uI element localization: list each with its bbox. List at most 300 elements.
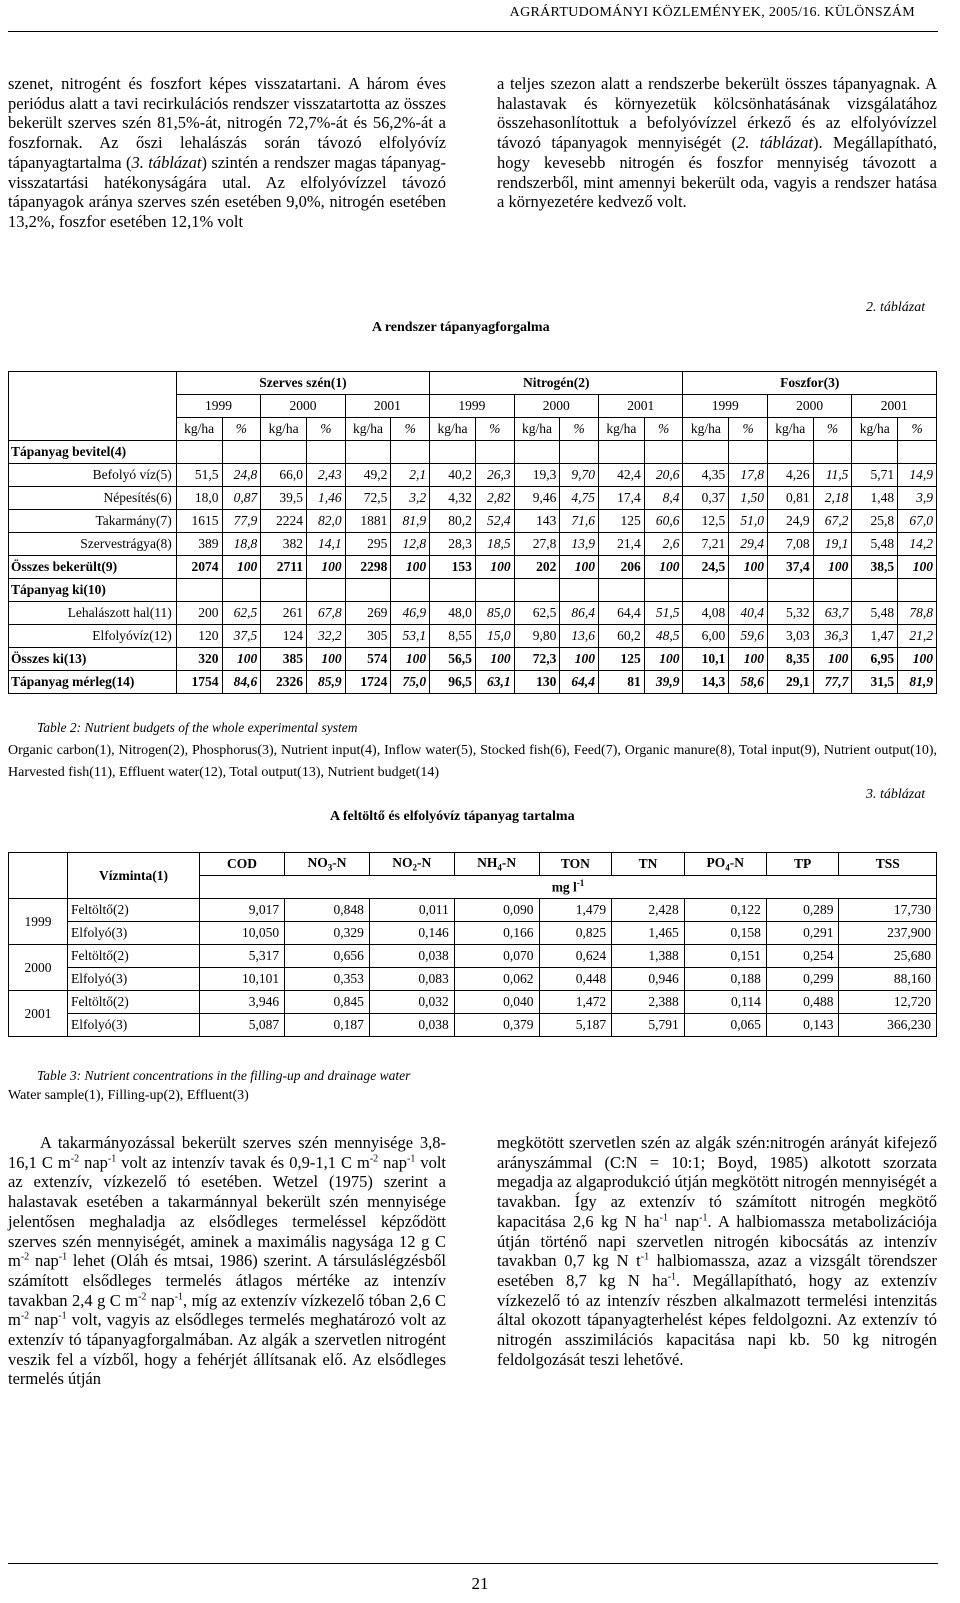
table-row — [9, 922, 937, 945]
table-cell: 58,6 — [729, 671, 768, 694]
paragraph-text: nap — [378, 1152, 407, 1172]
table-cell: 5,48 — [852, 602, 898, 625]
table-cell: 3,946 — [200, 991, 285, 1014]
table-row — [9, 464, 937, 487]
table-cell: 31,5 — [852, 671, 898, 694]
table-cell: 4,35 — [683, 464, 729, 487]
sample-type-cell: Elfolyó(3) — [68, 922, 200, 945]
table-cell: 0,038 — [369, 945, 454, 968]
unit-kg-header: kg/ha — [514, 418, 560, 441]
table-cell: 0,151 — [684, 945, 766, 968]
year-header: 2000 — [514, 395, 598, 418]
table-cell: 2298 — [345, 556, 391, 579]
table-cell: 0,146 — [369, 922, 454, 945]
table-cell: 77,9 — [222, 510, 261, 533]
table-cell: 100 — [222, 556, 261, 579]
empty-cell — [261, 441, 307, 464]
table-cell: 130 — [514, 671, 560, 694]
superscript: -2 — [369, 1153, 379, 1165]
footer-rule — [8, 1563, 938, 1564]
table-cell: 295 — [345, 533, 391, 556]
table-cell: 0,291 — [766, 922, 839, 945]
table2-legend: Organic carbon(1), Nitrogen(2), Phosphorus(3), Nutrient input(4), Inflow water(5), Stocked fish(6), Feed(7), Organic manure(8), Total input(9), Nutrient output(10), Harvested fish(11), Effluent water(12), Total output(13), Nutrient budget(14) — [8, 743, 937, 780]
table-cell: 75,0 — [391, 671, 430, 694]
table-row — [9, 671, 937, 694]
year-cell: 2001 — [9, 991, 68, 1037]
table-cell: 2,82 — [475, 487, 514, 510]
empty-cell — [222, 441, 261, 464]
table-cell: 382 — [261, 533, 307, 556]
table-cell: 26,3 — [475, 464, 514, 487]
table-cell: 100 — [729, 556, 768, 579]
table-cell: 2,43 — [306, 464, 345, 487]
table-cell: 46,9 — [391, 602, 430, 625]
unit-kg-header: kg/ha — [345, 418, 391, 441]
row-label: Takarmány(7) — [9, 510, 177, 533]
subscript: 4 — [497, 862, 502, 873]
table-cell: 63,1 — [475, 671, 514, 694]
table-cell: 0,946 — [612, 968, 685, 991]
superscript: -1 — [58, 1251, 68, 1263]
table-row — [9, 533, 937, 556]
empty-cell — [599, 441, 645, 464]
empty-cell — [767, 579, 813, 602]
empty-cell — [222, 579, 261, 602]
empty-cell — [430, 441, 476, 464]
table-cell: 84,6 — [222, 671, 261, 694]
table-cell: 0,81 — [767, 487, 813, 510]
table-cell: 1615 — [176, 510, 222, 533]
table-cell: 0,187 — [285, 1014, 370, 1037]
table-cell: 56,5 — [430, 648, 476, 671]
table-cell: 0,299 — [766, 968, 839, 991]
table-cell: 81,9 — [391, 510, 430, 533]
column-header: $NO_2-N$ — [369, 853, 454, 876]
table-cell: 3,03 — [767, 625, 813, 648]
table-cell: 0,040 — [454, 991, 539, 1014]
table-cell: 39,5 — [261, 487, 307, 510]
empty-cell — [729, 441, 768, 464]
table-reference: 3. táblázat — [131, 152, 202, 172]
table-row — [9, 648, 937, 671]
table-cell: 4,08 — [683, 602, 729, 625]
superscript: -1 — [640, 1251, 650, 1263]
unit-pct-header: % — [391, 418, 430, 441]
paragraph-text: A takarmányozással bekerült szerves szén mennyisége 3,8-16,1 C m — [8, 1133, 446, 1172]
year-header: 1999 — [176, 395, 260, 418]
unit-kg-header: kg/ha — [683, 418, 729, 441]
empty-cell — [813, 579, 852, 602]
empty-cell — [852, 579, 898, 602]
table-cell: 100 — [306, 556, 345, 579]
row-label: Lehalászott hal(11) — [9, 602, 177, 625]
table-cell: 36,3 — [813, 625, 852, 648]
superscript: -2 — [20, 1251, 30, 1263]
superscript: -2 — [20, 1310, 30, 1322]
section-label: Tápanyag bevitel(4) — [9, 441, 177, 464]
year-header: 2000 — [767, 395, 851, 418]
sample-type-cell: Feltöltő(2) — [68, 899, 200, 922]
table-cell: 0,188 — [684, 968, 766, 991]
table-cell: 12,5 — [683, 510, 729, 533]
table-cell: 64,4 — [560, 671, 599, 694]
table-row — [9, 945, 937, 968]
row-label: Elfolyóvíz(12) — [9, 625, 177, 648]
column-header: TN — [612, 853, 685, 876]
table-cell: 4,75 — [560, 487, 599, 510]
table-cell: 77,7 — [813, 671, 852, 694]
table-cell: 29,1 — [767, 671, 813, 694]
table-cell: 85,9 — [306, 671, 345, 694]
table-cell: 0,032 — [369, 991, 454, 1014]
table-cell: 86,4 — [560, 602, 599, 625]
table-cell: 9,80 — [514, 625, 560, 648]
table-cell: 10,1 — [683, 648, 729, 671]
table-cell: 100 — [898, 556, 937, 579]
empty-cell — [391, 441, 430, 464]
table-cell: 5,187 — [539, 1014, 612, 1037]
table-cell: 100 — [813, 648, 852, 671]
table-cell: 63,7 — [813, 602, 852, 625]
sample-type-cell: Feltöltő(2) — [68, 991, 200, 1014]
table-cell: 0,37 — [683, 487, 729, 510]
unit-kg-header: kg/ha — [767, 418, 813, 441]
unit-pct-header: % — [560, 418, 599, 441]
superscript: -1 — [699, 1212, 708, 1224]
table-cell: 0,87 — [222, 487, 261, 510]
unit-pct-header: % — [306, 418, 345, 441]
table-cell: 62,5 — [222, 602, 261, 625]
empty-cell — [475, 441, 514, 464]
superscript: -1 — [576, 878, 585, 889]
table-cell: 0,122 — [684, 899, 766, 922]
table-cell: 202 — [514, 556, 560, 579]
table-cell: 100 — [644, 556, 683, 579]
table-cell: 21,2 — [898, 625, 937, 648]
table-cell: 51,5 — [176, 464, 222, 487]
table-cell: 17,8 — [729, 464, 768, 487]
table-cell: 51,0 — [729, 510, 768, 533]
table-cell: 40,2 — [430, 464, 476, 487]
group-header: Foszfor(3) — [683, 372, 937, 395]
table-cell: 237,900 — [839, 922, 937, 945]
table-row — [9, 968, 937, 991]
table-cell: 5,791 — [612, 1014, 685, 1037]
table-row — [9, 625, 937, 648]
table-cell: 0,011 — [369, 899, 454, 922]
table-cell: 53,1 — [391, 625, 430, 648]
unit-pct-header: % — [475, 418, 514, 441]
table-cell: 389 — [176, 533, 222, 556]
row-label: Szervestrágya(8) — [9, 533, 177, 556]
superscript: -1 — [174, 1291, 184, 1303]
table-cell: 100 — [644, 648, 683, 671]
table-cell: 10,050 — [200, 922, 285, 945]
table-cell: 2,1 — [391, 464, 430, 487]
table-cell: 0,353 — [285, 968, 370, 991]
table-cell: 59,6 — [729, 625, 768, 648]
row-label: Befolyó víz(5) — [9, 464, 177, 487]
table-cell: 0,848 — [285, 899, 370, 922]
paragraph-text: volt, vagyis az elsődleges termelés meghatározó volt az extenzív tó tápanyagforgalmában. Az algák a szervetlen nitrogént veszik fel a vízből, hogy a fehérjét állítsanak elő. Az elsődleges termelés útján — [8, 1310, 446, 1389]
corner-cell — [9, 372, 177, 441]
table-cell: 49,2 — [345, 464, 391, 487]
section-label: Tápanyag ki(10) — [9, 579, 177, 602]
table-cell: 62,5 — [514, 602, 560, 625]
year-header: 1999 — [683, 395, 767, 418]
unit-pct-header: % — [644, 418, 683, 441]
paragraph-text: nap — [79, 1152, 108, 1172]
table-cell: 12,8 — [391, 533, 430, 556]
table-cell: 100 — [898, 648, 937, 671]
table-cell: 100 — [391, 648, 430, 671]
empty-cell — [430, 579, 476, 602]
empty-cell — [898, 441, 937, 464]
table-cell: 100 — [222, 648, 261, 671]
bottom-right-column — [497, 1133, 937, 1369]
table-cell: 25,8 — [852, 510, 898, 533]
table-cell: 24,9 — [767, 510, 813, 533]
table-cell: 305 — [345, 625, 391, 648]
table-row — [9, 991, 937, 1014]
paragraph-text: szenet, nitrogént és foszfort képes visszatartani. A három éves periódus alatt a tavi recirkulációs rendszer visszatartotta az összes bekerült szerves szén 81,5%-át, nitrogén 72,7%-át és 56,2%-át a foszfornak. Az őszi lehalászás során távozó elfolyóvíz tápanyagtartalma ( — [8, 74, 446, 172]
table-cell: 24,5 — [683, 556, 729, 579]
table-cell: 100 — [729, 648, 768, 671]
table-cell: 100 — [475, 556, 514, 579]
table-cell: 14,9 — [898, 464, 937, 487]
table-cell: 15,0 — [475, 625, 514, 648]
paragraph-text: nap — [667, 1211, 700, 1231]
table-cell: 67,0 — [898, 510, 937, 533]
year-header: 2001 — [345, 395, 429, 418]
corner-cell — [9, 853, 68, 899]
year-header: 2000 — [261, 395, 345, 418]
table-cell: 0,166 — [454, 922, 539, 945]
table-cell: 6,95 — [852, 648, 898, 671]
table-cell: 1754 — [176, 671, 222, 694]
table-cell: 1,465 — [612, 922, 685, 945]
column-header: TSS — [839, 853, 937, 876]
table-cell: 9,017 — [200, 899, 285, 922]
unit-kg-header: kg/ha — [430, 418, 476, 441]
empty-cell — [898, 579, 937, 602]
group-header: Nitrogén(2) — [430, 372, 683, 395]
unit-kg-header: kg/ha — [176, 418, 222, 441]
table-cell: 38,5 — [852, 556, 898, 579]
table-cell: 60,6 — [644, 510, 683, 533]
table-cell: 88,160 — [839, 968, 937, 991]
table-cell: 153 — [430, 556, 476, 579]
top-left-column — [8, 74, 446, 232]
table-cell: 0,143 — [766, 1014, 839, 1037]
table-cell: 7,08 — [767, 533, 813, 556]
unit-pct-header: % — [729, 418, 768, 441]
table-row — [9, 556, 937, 579]
table-cell: 37,5 — [222, 625, 261, 648]
table2-number: 2. táblázat — [866, 300, 926, 315]
table-cell: 42,4 — [599, 464, 645, 487]
table-cell: 66,0 — [261, 464, 307, 487]
table-cell: 1,479 — [539, 899, 612, 922]
table-cell: 120 — [176, 625, 222, 648]
table-cell: 72,3 — [514, 648, 560, 671]
year-cell: 2000 — [9, 945, 68, 991]
empty-cell — [683, 441, 729, 464]
table-cell: 4,32 — [430, 487, 476, 510]
table-cell: 3,9 — [898, 487, 937, 510]
table-cell: 14,2 — [898, 533, 937, 556]
table-cell: 5,71 — [852, 464, 898, 487]
table-cell: 1881 — [345, 510, 391, 533]
unit-header: mg $l^{-1}$ — [200, 876, 937, 899]
table-cell: 80,2 — [430, 510, 476, 533]
empty-cell — [560, 441, 599, 464]
empty-cell — [345, 441, 391, 464]
column-header: TON — [539, 853, 612, 876]
table-cell: 0,448 — [539, 968, 612, 991]
table-cell: 206 — [599, 556, 645, 579]
section-row — [9, 579, 937, 602]
table-cell: 0,158 — [684, 922, 766, 945]
table-cell: 32,2 — [306, 625, 345, 648]
table-cell: 6,00 — [683, 625, 729, 648]
table-cell: 60,2 — [599, 625, 645, 648]
table-cell: 17,4 — [599, 487, 645, 510]
superscript: -1 — [406, 1153, 416, 1165]
empty-cell — [176, 441, 222, 464]
empty-cell — [644, 579, 683, 602]
header-rule — [8, 31, 938, 32]
table-cell: 14,1 — [306, 533, 345, 556]
table-cell: 40,4 — [729, 602, 768, 625]
table-cell: 2224 — [261, 510, 307, 533]
table-cell: 574 — [345, 648, 391, 671]
table-cell: 100 — [475, 648, 514, 671]
table-cell: 5,317 — [200, 945, 285, 968]
table-cell: 48,0 — [430, 602, 476, 625]
empty-cell — [306, 579, 345, 602]
table-row — [9, 602, 937, 625]
table-cell: 125 — [599, 510, 645, 533]
table-cell: 27,8 — [514, 533, 560, 556]
nutrient-budget-table — [8, 371, 937, 694]
table-cell: 100 — [391, 556, 430, 579]
table-cell: 1,50 — [729, 487, 768, 510]
table-cell: 0,488 — [766, 991, 839, 1014]
table3-caption: Table 3: Nutrient concentrations in the filling-up and drainage water — [37, 1068, 411, 1083]
subscript: 3 — [327, 862, 333, 873]
paragraph-text: . A halbiomassza metabolizációja útján történő napi szervetlen nitrogén kibocsátás az intenzív tavakban 0,7 kg N t — [497, 1211, 937, 1271]
table-cell: 12,720 — [839, 991, 937, 1014]
empty-cell — [475, 579, 514, 602]
table-cell: 0,254 — [766, 945, 839, 968]
table-cell: 28,3 — [430, 533, 476, 556]
table-cell: 3,2 — [391, 487, 430, 510]
row-label: Népesítés(6) — [9, 487, 177, 510]
table-cell: 21,4 — [599, 533, 645, 556]
empty-cell — [261, 579, 307, 602]
table-cell: 7,21 — [683, 533, 729, 556]
subscript: 2 — [412, 862, 418, 873]
table-cell: 269 — [345, 602, 391, 625]
table-cell: 5,32 — [767, 602, 813, 625]
empty-cell — [514, 441, 560, 464]
table-cell: 81 — [599, 671, 645, 694]
table-cell: 9,46 — [514, 487, 560, 510]
year-header: 2001 — [599, 395, 683, 418]
table-cell: 85,0 — [475, 602, 514, 625]
table-cell: 100 — [813, 556, 852, 579]
column-header: $PO_4-N$ — [684, 853, 766, 876]
sample-type-cell: Elfolyó(3) — [68, 1014, 200, 1037]
table-cell: 0,624 — [539, 945, 612, 968]
empty-cell — [176, 579, 222, 602]
unit-pct-header: % — [222, 418, 261, 441]
empty-cell — [560, 579, 599, 602]
table-cell: 261 — [261, 602, 307, 625]
sample-type-cell: Feltöltő(2) — [68, 945, 200, 968]
superscript: -1 — [58, 1310, 67, 1322]
year-header: 1999 — [430, 395, 514, 418]
table-cell: 0,070 — [454, 945, 539, 968]
table2-title: A rendszer tápanyagforgalma — [372, 320, 550, 335]
superscript: -1 — [659, 1212, 668, 1224]
table-cell: 366,230 — [839, 1014, 937, 1037]
unit-kg-header: kg/ha — [261, 418, 307, 441]
running-header: AGRÁRTUDOMÁNYI KÖZLEMÉNYEK, 2005/16. KÜLÖNSZÁM — [509, 5, 915, 20]
table-cell: 124 — [261, 625, 307, 648]
table-cell: 0,038 — [369, 1014, 454, 1037]
table-cell: 0,062 — [454, 968, 539, 991]
table2-caption: Table 2: Nutrient budgets of the whole experimental system — [37, 720, 358, 735]
table-cell: 2,388 — [612, 991, 685, 1014]
table-row — [9, 510, 937, 533]
table-row — [9, 899, 937, 922]
table-cell: 5,087 — [200, 1014, 285, 1037]
table-cell: 51,5 — [644, 602, 683, 625]
table-cell: 320 — [176, 648, 222, 671]
paragraph-text: nap — [29, 1251, 59, 1271]
table-cell: 96,5 — [430, 671, 476, 694]
section-row — [9, 441, 937, 464]
bottom-left-column — [8, 1133, 446, 1389]
table-cell: 5,48 — [852, 533, 898, 556]
table-cell: 1,472 — [539, 991, 612, 1014]
table-cell: 52,4 — [475, 510, 514, 533]
table-cell: 100 — [306, 648, 345, 671]
table-cell: 10,101 — [200, 968, 285, 991]
superscript: -2 — [138, 1291, 147, 1303]
nutrient-concentration-table — [8, 852, 937, 1037]
table-cell: 24,8 — [222, 464, 261, 487]
table-cell: 0,656 — [285, 945, 370, 968]
table-cell: 13,6 — [560, 625, 599, 648]
column-header: COD — [200, 853, 285, 876]
table-cell: 0,065 — [684, 1014, 766, 1037]
table-cell: 2,6 — [644, 533, 683, 556]
table-cell: 67,2 — [813, 510, 852, 533]
table-cell: 18,5 — [475, 533, 514, 556]
paragraph-text: halbiomassza, azaz a vizsgált törendszer esetében 8,7 kg N ha — [497, 1251, 937, 1290]
table-cell: 0,289 — [766, 899, 839, 922]
table-cell: 0,845 — [285, 991, 370, 1014]
empty-cell — [345, 579, 391, 602]
empty-cell — [813, 441, 852, 464]
table-cell: 2711 — [261, 556, 307, 579]
table-cell: 67,8 — [306, 602, 345, 625]
table-cell: 20,6 — [644, 464, 683, 487]
empty-cell — [852, 441, 898, 464]
